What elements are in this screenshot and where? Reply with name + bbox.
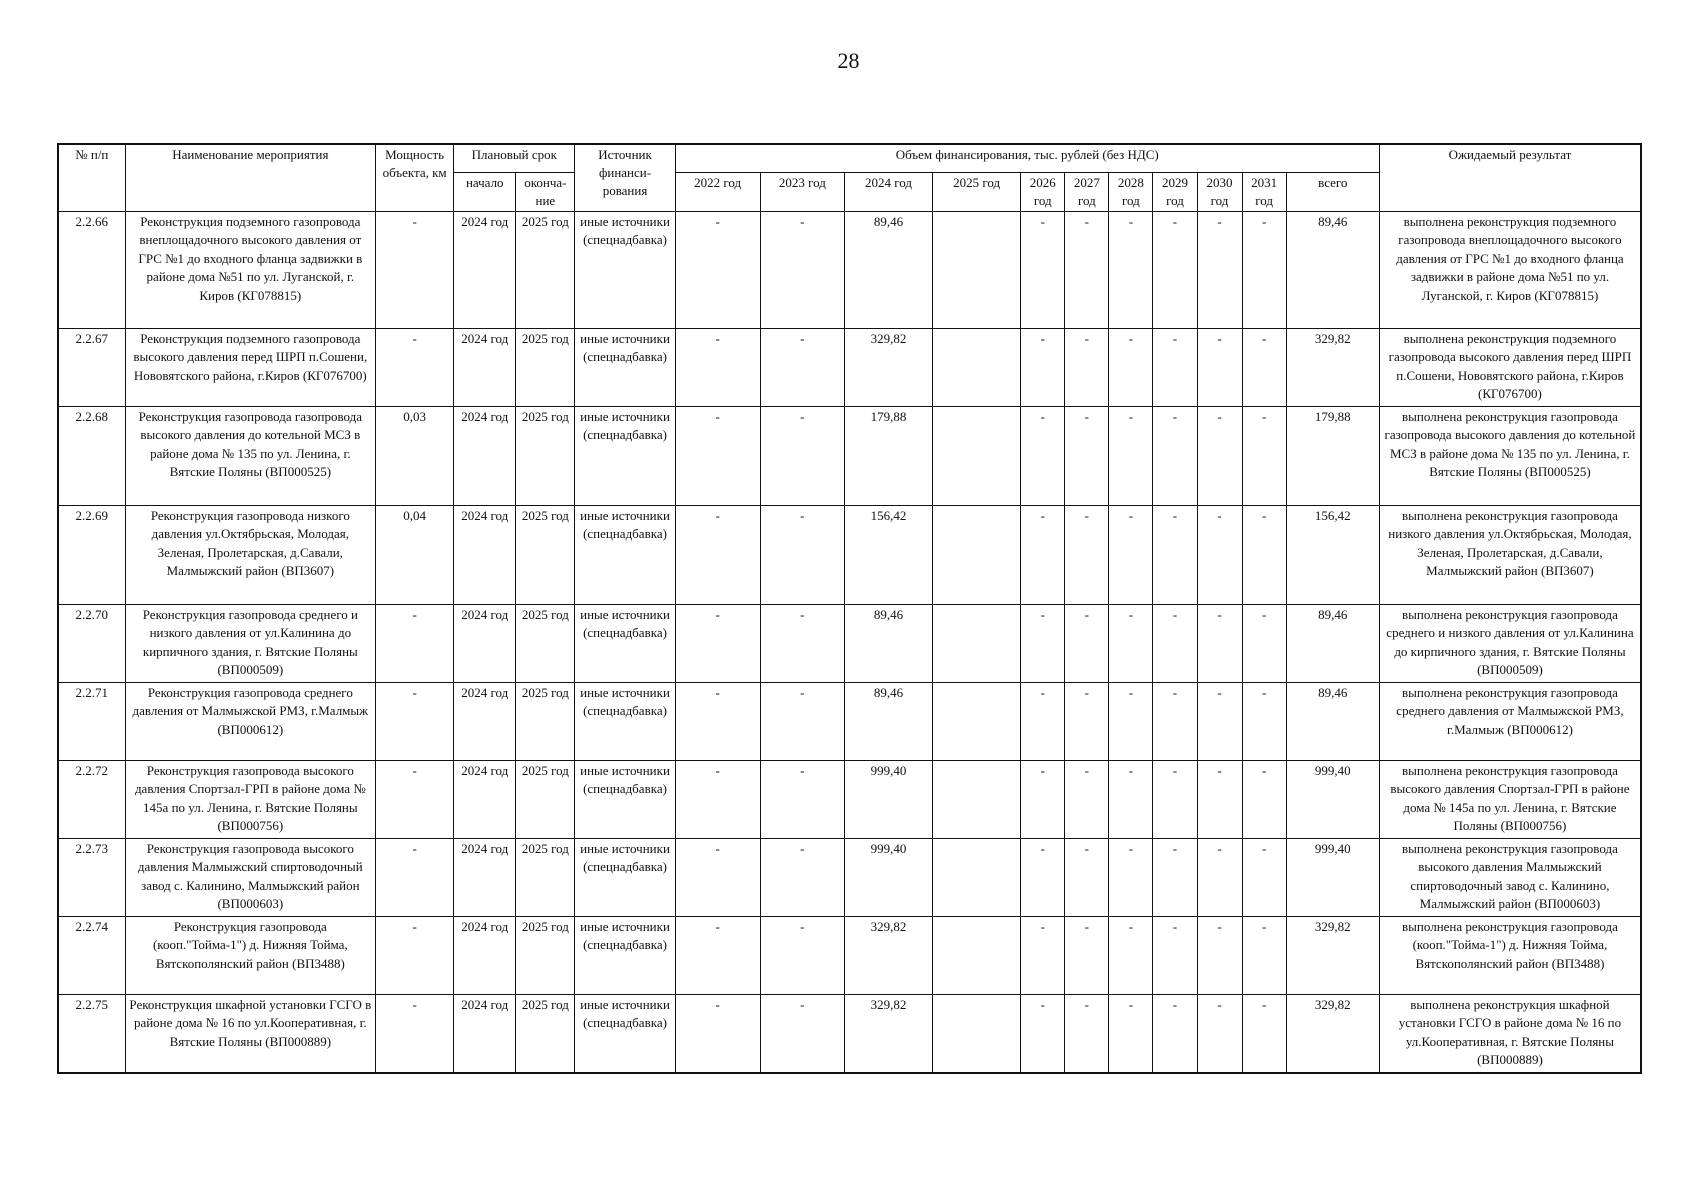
row-end: 2025 год — [516, 916, 575, 994]
row-num: 2.2.72 — [58, 760, 125, 838]
row-power: - — [376, 328, 454, 406]
table-row — [58, 916, 1641, 994]
row-year-value: - — [1109, 838, 1153, 916]
row-name: Реконструкция подземного газопровода высокого давления перед ШРП п.Сошени, Нововятского района, г.Киров (КГ076700) — [125, 328, 375, 406]
row-year-value: - — [1242, 604, 1286, 682]
header-year: 2030 год — [1197, 172, 1242, 211]
header-source: Источник финанси-рования — [575, 144, 675, 211]
table-row — [58, 328, 1641, 406]
row-year-value: - — [760, 505, 844, 604]
row-year-value: - — [675, 916, 760, 994]
row-year-value: - — [1109, 760, 1153, 838]
row-year-value: - — [1109, 604, 1153, 682]
table-row — [58, 760, 1641, 838]
row-year-value: - — [1242, 760, 1286, 838]
row-year-value: - — [1242, 682, 1286, 760]
row-name: Реконструкция газопровода среднего давления от Малмыжской РМЗ, г.Малмыж (ВП000612) — [125, 682, 375, 760]
row-power: 0,04 — [376, 505, 454, 604]
row-total: 329,82 — [1286, 916, 1379, 994]
table-row — [58, 604, 1641, 682]
row-year-value — [933, 328, 1021, 406]
row-year-value — [933, 406, 1021, 505]
row-year-value: - — [1021, 604, 1065, 682]
table-row — [58, 994, 1641, 1073]
row-year-value: - — [1197, 328, 1242, 406]
row-year-value: - — [1197, 604, 1242, 682]
row-year-value — [933, 760, 1021, 838]
row-num: 2.2.73 — [58, 838, 125, 916]
row-power: - — [376, 916, 454, 994]
row-year-value: - — [760, 604, 844, 682]
row-year-value: - — [1242, 406, 1286, 505]
row-total: 89,46 — [1286, 211, 1379, 328]
row-end: 2025 год — [516, 604, 575, 682]
row-total: 89,46 — [1286, 604, 1379, 682]
row-year-value: - — [1065, 505, 1109, 604]
row-year-value: - — [1021, 211, 1065, 328]
row-year-value: - — [1021, 760, 1065, 838]
row-name: Реконструкция подземного газопровода внеплощадочного высокого давления от ГРС №1 до входного фланца задвижки в районе дома №51 по ул. Луганской, г. Киров (КГ078815) — [125, 211, 375, 328]
row-year-value: 999,40 — [844, 838, 932, 916]
row-year-value — [933, 916, 1021, 994]
row-result: выполнена реконструкция газопровода низкого давления ул.Октябрьская, Молодая, Зеленая, Пролетарская, д.Савали, Малмыжский район (ВП3607) — [1379, 505, 1641, 604]
row-year-value: - — [1242, 916, 1286, 994]
row-name: Реконструкция газопровода газопровода высокого давления до котельной МСЗ в районе дома № 135 по ул. Ленина, г. Вятские Поляны (ВП000525) — [125, 406, 375, 505]
row-total: 329,82 — [1286, 328, 1379, 406]
row-year-value: - — [1021, 994, 1065, 1073]
row-year-value: - — [1109, 328, 1153, 406]
row-end: 2025 год — [516, 328, 575, 406]
row-start: 2024 год — [454, 682, 516, 760]
row-power: - — [376, 682, 454, 760]
row-year-value: 89,46 — [844, 211, 932, 328]
row-year-value: 329,82 — [844, 328, 932, 406]
row-name: Реконструкция газопровода низкого давления ул.Октябрьская, Молодая, Зеленая, Пролетарская, д.Савали, Малмыжский район (ВП3607) — [125, 505, 375, 604]
row-year-value: - — [1065, 916, 1109, 994]
row-result: выполнена реконструкция газопровода газопровода высокого давления до котельной МСЗ в районе дома № 135 по ул. Ленина, г. Вятские Поляны (ВП000525) — [1379, 406, 1641, 505]
header-year: 2023 год — [760, 172, 844, 211]
row-year-value: - — [1153, 760, 1197, 838]
header-plan-term: Плановый срок — [454, 144, 575, 172]
row-start: 2024 год — [454, 838, 516, 916]
row-source: иные источники (спецнадбавка) — [575, 328, 675, 406]
header-result: Ожидаемый результат — [1379, 144, 1641, 211]
row-year-value: - — [1021, 838, 1065, 916]
header-year: 2027 год — [1065, 172, 1109, 211]
financing-plan-table — [57, 143, 1642, 1074]
row-year-value: - — [1065, 838, 1109, 916]
row-year-value: - — [1197, 838, 1242, 916]
row-source: иные источники (спецнадбавка) — [575, 604, 675, 682]
row-year-value: - — [1153, 838, 1197, 916]
row-source: иные источники (спецнадбавка) — [575, 682, 675, 760]
row-year-value: - — [675, 682, 760, 760]
row-year-value: - — [1153, 604, 1197, 682]
row-total: 179,88 — [1286, 406, 1379, 505]
row-year-value: - — [1109, 406, 1153, 505]
row-name: Реконструкция газопровода высокого давления Малмыжский спиртоводочный завод с. Калинино, Малмыжский район (ВП000603) — [125, 838, 375, 916]
row-year-value: 156,42 — [844, 505, 932, 604]
header-year: 2025 год — [933, 172, 1021, 211]
row-year-value: 89,46 — [844, 682, 932, 760]
row-year-value: - — [675, 760, 760, 838]
row-year-value: - — [760, 328, 844, 406]
row-num: 2.2.68 — [58, 406, 125, 505]
row-year-value: - — [1065, 604, 1109, 682]
row-year-value: - — [760, 211, 844, 328]
row-year-value: - — [1242, 328, 1286, 406]
row-year-value: - — [1197, 406, 1242, 505]
row-year-value: - — [675, 838, 760, 916]
row-year-value: - — [1109, 916, 1153, 994]
row-year-value — [933, 505, 1021, 604]
row-source: иные источники (спецнадбавка) — [575, 916, 675, 994]
row-num: 2.2.67 — [58, 328, 125, 406]
row-result: выполнена реконструкция газопровода высокого давления Малмыжский спиртоводочный завод с. Калинино, Малмыжский район (ВП000603) — [1379, 838, 1641, 916]
row-year-value: 329,82 — [844, 994, 932, 1073]
row-year-value: - — [1109, 682, 1153, 760]
row-total: 156,42 — [1286, 505, 1379, 604]
header-power: Мощность объекта, км — [376, 144, 454, 211]
row-num: 2.2.66 — [58, 211, 125, 328]
row-result: выполнена реконструкция газопровода высокого давления Спортзал-ГРП в районе дома № 145а по ул. Ленина, г. Вятские Поляны (ВП000756) — [1379, 760, 1641, 838]
row-year-value — [933, 994, 1021, 1073]
row-year-value: - — [1021, 682, 1065, 760]
row-power: - — [376, 760, 454, 838]
row-year-value — [933, 838, 1021, 916]
row-result: выполнена реконструкция подземного газопровода высокого давления перед ШРП п.Сошени, Нововятского района, г.Киров (КГ076700) — [1379, 328, 1641, 406]
header-year: 2028 год — [1109, 172, 1153, 211]
header-start: начало — [454, 172, 516, 211]
row-power: - — [376, 211, 454, 328]
row-source: иные источники (спецнадбавка) — [575, 211, 675, 328]
table-row — [58, 505, 1641, 604]
row-year-value: - — [1021, 916, 1065, 994]
row-year-value: - — [1197, 211, 1242, 328]
row-year-value: - — [1242, 838, 1286, 916]
row-year-value: - — [1197, 760, 1242, 838]
row-year-value: - — [675, 604, 760, 682]
row-source: иные источники (спецнадбавка) — [575, 994, 675, 1073]
row-year-value: - — [1242, 505, 1286, 604]
row-year-value: - — [1065, 211, 1109, 328]
row-year-value — [933, 682, 1021, 760]
row-year-value: - — [1242, 994, 1286, 1073]
row-power: 0,03 — [376, 406, 454, 505]
row-year-value: - — [675, 505, 760, 604]
row-year-value: - — [675, 406, 760, 505]
row-start: 2024 год — [454, 328, 516, 406]
row-year-value: - — [1021, 328, 1065, 406]
row-name: Реконструкция газопровода (кооп."Тойма-1") д. Нижняя Тойма, Вятскополянский район (ВП3488) — [125, 916, 375, 994]
row-year-value: - — [1197, 994, 1242, 1073]
row-year-value — [933, 604, 1021, 682]
row-end: 2025 год — [516, 406, 575, 505]
header-year: 2022 год — [675, 172, 760, 211]
header-num: № п/п — [58, 144, 125, 211]
row-year-value: 89,46 — [844, 604, 932, 682]
row-year-value: - — [1153, 211, 1197, 328]
header-year: 2024 год — [844, 172, 932, 211]
row-source: иные источники (спецнадбавка) — [575, 760, 675, 838]
table-row — [58, 406, 1641, 505]
row-year-value: - — [675, 994, 760, 1073]
row-year-value: - — [1153, 328, 1197, 406]
row-start: 2024 год — [454, 604, 516, 682]
row-year-value: 999,40 — [844, 760, 932, 838]
row-source: иные источники (спецнадбавка) — [575, 406, 675, 505]
row-source: иные источники (спецнадбавка) — [575, 505, 675, 604]
row-year-value: - — [1065, 406, 1109, 505]
row-year-value: - — [675, 328, 760, 406]
row-start: 2024 год — [454, 406, 516, 505]
row-year-value: - — [1109, 505, 1153, 604]
row-year-value: - — [1153, 916, 1197, 994]
row-year-value — [933, 211, 1021, 328]
row-total: 999,40 — [1286, 838, 1379, 916]
row-end: 2025 год — [516, 838, 575, 916]
header-year: 2031 год — [1242, 172, 1286, 211]
row-year-value: - — [1197, 505, 1242, 604]
row-year-value: - — [760, 682, 844, 760]
table-row — [58, 682, 1641, 760]
row-start: 2024 год — [454, 760, 516, 838]
row-end: 2025 год — [516, 682, 575, 760]
row-name: Реконструкция газопровода среднего и низкого давления от ул.Калинина до кирпичного здания, г. Вятские Поляны (ВП000509) — [125, 604, 375, 682]
row-year-value: - — [1242, 211, 1286, 328]
row-year-value: - — [1109, 994, 1153, 1073]
row-year-value: - — [760, 838, 844, 916]
row-power: - — [376, 994, 454, 1073]
header-year: 2026 год — [1021, 172, 1065, 211]
row-name: Реконструкция газопровода высокого давления Спортзал-ГРП в районе дома № 145а по ул. Ленина, г. Вятские Поляны (ВП000756) — [125, 760, 375, 838]
row-year-value: - — [1065, 682, 1109, 760]
row-result: выполнена реконструкция газопровода среднего давления от Малмыжской РМЗ, г.Малмыж (ВП000612) — [1379, 682, 1641, 760]
table-row — [58, 838, 1641, 916]
row-year-value: - — [760, 994, 844, 1073]
row-total: 89,46 — [1286, 682, 1379, 760]
row-num: 2.2.70 — [58, 604, 125, 682]
row-total: 999,40 — [1286, 760, 1379, 838]
row-start: 2024 год — [454, 994, 516, 1073]
row-year-value: - — [1021, 505, 1065, 604]
page-number: 28 — [837, 48, 860, 73]
row-num: 2.2.74 — [58, 916, 125, 994]
header-year: 2029 год — [1153, 172, 1197, 211]
row-num: 2.2.69 — [58, 505, 125, 604]
row-year-value: - — [1109, 211, 1153, 328]
row-power: - — [376, 838, 454, 916]
header-end: оконча-ние — [516, 172, 575, 211]
row-total: 329,82 — [1286, 994, 1379, 1073]
row-num: 2.2.75 — [58, 994, 125, 1073]
row-start: 2024 год — [454, 916, 516, 994]
row-year-value: - — [1065, 760, 1109, 838]
header-volume: Объем финансирования, тыс. рублей (без НДС) — [675, 144, 1379, 172]
row-result: выполнена реконструкция газопровода среднего и низкого давления от ул.Калинина до кирпичного здания, г. Вятские Поляны (ВП000509) — [1379, 604, 1641, 682]
row-result: выполнена реконструкция газопровода (кооп."Тойма-1") д. Нижняя Тойма, Вятскополянский район (ВП3488) — [1379, 916, 1641, 994]
row-year-value: - — [1065, 328, 1109, 406]
row-power: - — [376, 604, 454, 682]
row-end: 2025 год — [516, 994, 575, 1073]
row-year-value: 329,82 — [844, 916, 932, 994]
row-year-value: - — [1021, 406, 1065, 505]
row-year-value: - — [1153, 994, 1197, 1073]
row-year-value: 179,88 — [844, 406, 932, 505]
row-year-value: - — [760, 916, 844, 994]
row-result: выполнена реконструкция шкафной установки ГСГО в районе дома № 16 по ул.Кооперативная, г. Вятские Поляны (ВП000889) — [1379, 994, 1641, 1073]
row-year-value: - — [675, 211, 760, 328]
row-year-value: - — [1153, 505, 1197, 604]
row-end: 2025 год — [516, 505, 575, 604]
row-num: 2.2.71 — [58, 682, 125, 760]
table-row — [58, 211, 1641, 328]
row-end: 2025 год — [516, 760, 575, 838]
row-year-value: - — [1153, 682, 1197, 760]
row-year-value: - — [1197, 682, 1242, 760]
row-name: Реконструкция шкафной установки ГСГО в районе дома № 16 по ул.Кооперативная, г. Вятские Поляны (ВП000889) — [125, 994, 375, 1073]
row-result: выполнена реконструкция подземного газопровода внеплощадочного высокого давления от ГРС №1 до входного фланца задвижки в районе дома №51 по ул. Луганской, г. Киров (КГ078815) — [1379, 211, 1641, 328]
row-year-value: - — [760, 406, 844, 505]
header-total: всего — [1286, 172, 1379, 211]
row-year-value: - — [760, 760, 844, 838]
row-year-value: - — [1065, 994, 1109, 1073]
row-start: 2024 год — [454, 211, 516, 328]
row-source: иные источники (спецнадбавка) — [575, 838, 675, 916]
row-year-value: - — [1197, 916, 1242, 994]
row-year-value: - — [1153, 406, 1197, 505]
header-name: Наименование мероприятия — [125, 144, 375, 211]
row-end: 2025 год — [516, 211, 575, 328]
row-start: 2024 год — [454, 505, 516, 604]
